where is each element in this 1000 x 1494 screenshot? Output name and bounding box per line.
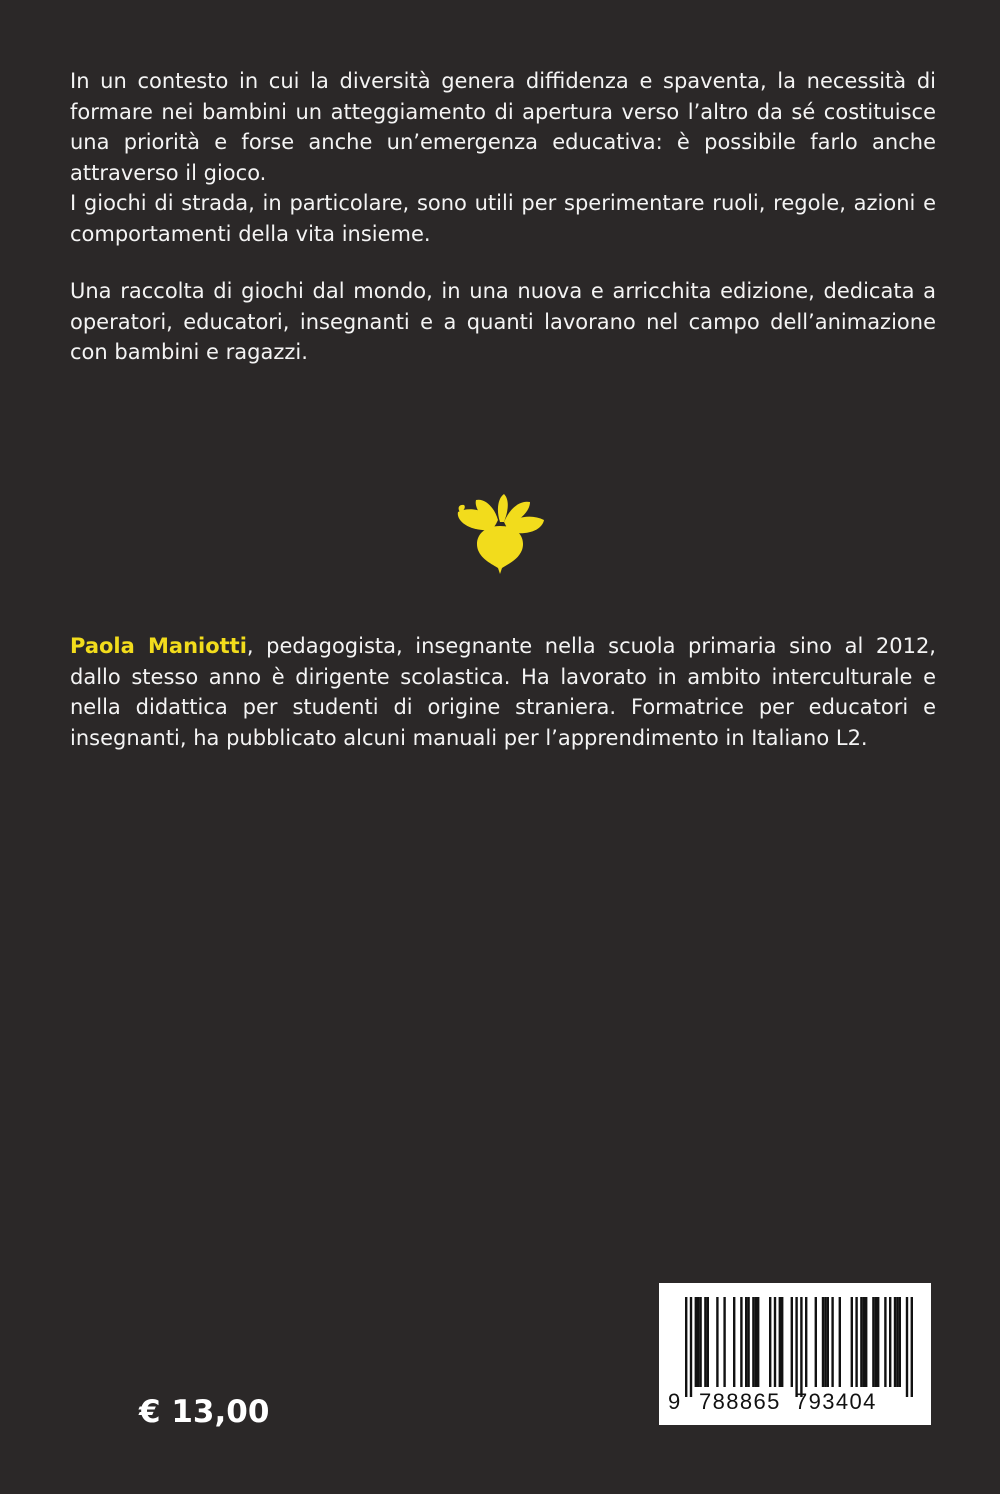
barcode-bar <box>831 1297 833 1387</box>
barcode-bar <box>863 1297 865 1387</box>
barcode-bar <box>745 1297 747 1387</box>
barcode-bar <box>791 1297 793 1387</box>
barcode-bar <box>855 1297 857 1387</box>
barcode-guard-bar <box>911 1297 913 1397</box>
barcode-bar <box>755 1297 757 1387</box>
barcode-bar <box>896 1297 898 1387</box>
isbn-digits <box>659 1389 931 1419</box>
turnip-icon <box>452 490 548 574</box>
barcode-bar <box>827 1297 829 1387</box>
isbn-first-digit: 9 <box>668 1389 681 1414</box>
barcode-bar <box>740 1297 742 1387</box>
price-label: € 13,00 <box>139 1394 270 1430</box>
isbn-left-group: 788865 <box>699 1389 781 1414</box>
barcode-bar <box>839 1297 841 1387</box>
author-bio-body: , pedagogista, insegnante nella scuola primaria sino al 2012, dallo stesso anno è dirigente scolastica. Ha lavorato in ambito interculturale e nella didattica per studenti di origine straniera. Formatrice per educatori e insegnanti, ha pubblicato alcuni manuali per l’apprendimento in Italiano L2. <box>70 634 936 750</box>
barcode-bar <box>875 1297 877 1387</box>
barcode-guard-bar <box>906 1297 908 1397</box>
barcode-bar <box>704 1297 706 1387</box>
blurb-text: Una raccolta di giochi dal mondo, in una nuova e arricchita edizione, dedicata a operatori, educatori, insegnanti e a quanti lavorano nel campo dell’animazione con bambini e ragazzi. <box>70 279 936 365</box>
author-name: Paola Maniotti <box>70 634 247 658</box>
barcode-bar <box>707 1297 709 1387</box>
barcode-guard-bar <box>685 1297 687 1397</box>
barcode-bar <box>733 1297 735 1387</box>
barcode-bar <box>865 1297 867 1387</box>
barcode-bar <box>779 1297 781 1387</box>
author-bio <box>70 631 936 753</box>
barcode-bar <box>747 1297 749 1387</box>
blurb-paragraph-2 <box>70 276 936 368</box>
barcode-bar <box>815 1297 817 1387</box>
barcode-bar <box>805 1297 807 1387</box>
barcode-bar <box>723 1297 725 1387</box>
barcode-bar <box>699 1297 701 1387</box>
barcode <box>659 1283 931 1425</box>
barcode-bar <box>860 1297 862 1387</box>
blurb-paragraph-1 <box>70 66 936 250</box>
isbn-right-group: 793404 <box>795 1389 877 1414</box>
barcode-bar <box>757 1297 759 1387</box>
barcode-bar <box>872 1297 874 1387</box>
barcode-bar <box>884 1297 886 1387</box>
barcode-bar <box>899 1297 901 1387</box>
barcode-bar <box>697 1297 699 1387</box>
barcode-bar <box>889 1297 891 1387</box>
barcode-bar <box>774 1297 776 1387</box>
barcode-bar <box>752 1297 754 1387</box>
barcode-bar <box>695 1297 697 1387</box>
blurb-text: I giochi di strada, in particolare, sono utili per sperimentare ruoli, regole, azioni e comportamenti della vita insieme. <box>70 191 936 246</box>
barcode-bar <box>769 1297 771 1387</box>
barcode-guard-bar <box>800 1297 802 1397</box>
barcode-bar <box>824 1297 826 1387</box>
barcode-bar <box>781 1297 783 1387</box>
barcode-bar <box>877 1297 879 1387</box>
barcode-bar <box>894 1297 896 1387</box>
barcode-guard-bar <box>795 1297 797 1397</box>
barcode-bar <box>822 1297 824 1387</box>
blurb-text: In un contesto in cui la diversità genera diffidenza e spaventa, la necessità di formare nei bambini un atteggiamento di apertura verso l’altro da sé costituisce una priorità e forse anche un’emergenza educativa: è possibile farlo anche attraverso il gioco. <box>70 69 936 185</box>
barcode-bar <box>851 1297 853 1387</box>
barcode-bar <box>716 1297 718 1387</box>
author-bio-text <box>70 631 936 753</box>
barcode-guard-bar <box>690 1297 692 1397</box>
